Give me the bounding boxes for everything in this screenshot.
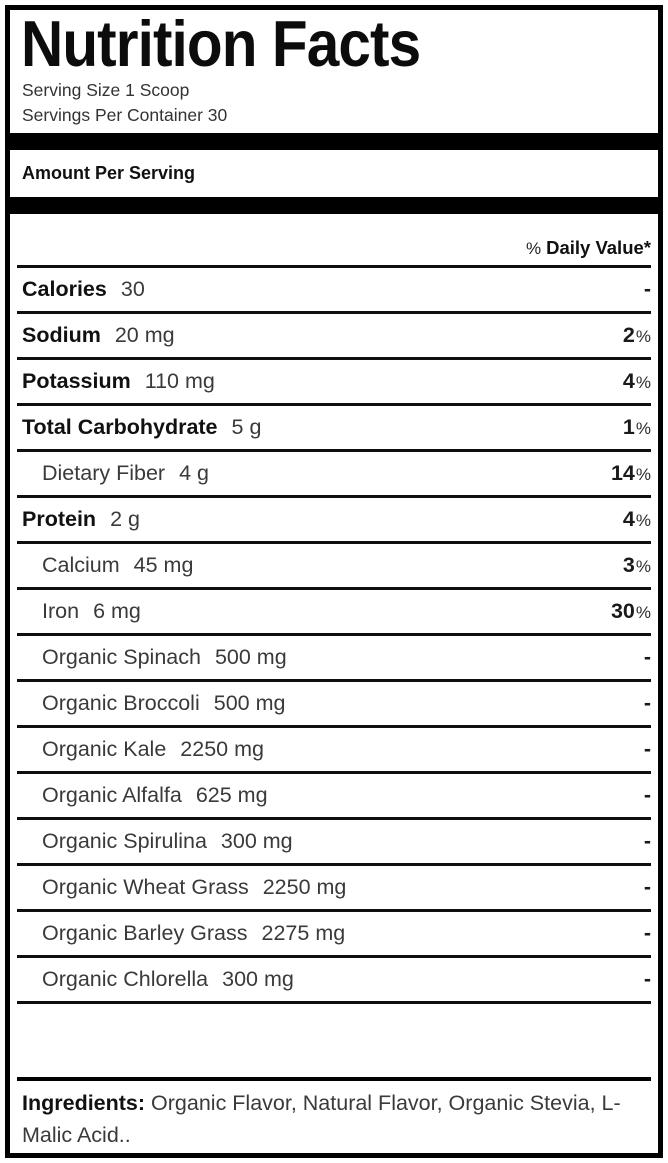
nutrient-amount: 20 mg (114, 323, 175, 347)
daily-value-number: 30 (610, 599, 635, 623)
divider-bar-thick-top (10, 133, 658, 150)
nutrient-amount: 625 mg (195, 783, 268, 807)
daily-value-percent-sign: % (635, 419, 651, 438)
daily-value (623, 415, 651, 440)
nutrient-name: Organic Spinach (42, 645, 201, 669)
nutrient-amount: 45 mg (133, 553, 194, 577)
daily-value-header (17, 214, 651, 268)
daily-value-number: - (643, 921, 651, 945)
daily-value (611, 461, 651, 486)
table-row (17, 314, 651, 360)
nutrient-name: Organic Wheat Grass (42, 875, 249, 899)
nutrient-name: Calcium (42, 553, 120, 577)
nutrient-name: Organic Chlorella (42, 967, 209, 991)
daily-value-number: - (643, 829, 651, 853)
daily-value-percent-sign: % (635, 465, 651, 484)
blank-spacer (10, 1004, 658, 1077)
nutrient-name: Calories (22, 277, 107, 301)
table-row (17, 820, 651, 866)
daily-value-number: - (643, 737, 651, 761)
nutrient-name: Total Carbohydrate (22, 415, 218, 439)
nutrient-amount: 4 g (179, 461, 209, 485)
ingredients-text: Organic Flavor, Natural Flavor, Organic Stevia, L-Malic Acid.. (22, 1091, 621, 1147)
nutrient-amount: 2250 mg (180, 737, 264, 761)
daily-value (623, 369, 651, 394)
nutrient-amount: 110 mg (144, 369, 215, 393)
daily-value (623, 323, 651, 348)
nutrient-name: Dietary Fiber (42, 461, 166, 485)
daily-value (623, 553, 651, 578)
nutrient-amount: 300 mg (222, 967, 294, 991)
table-row (17, 912, 651, 958)
daily-value-number: 1 (622, 415, 635, 439)
daily-value (644, 691, 651, 716)
nutrient-name: Protein (22, 507, 97, 531)
nutrition-facts-label (5, 5, 663, 1158)
daily-value-number: - (643, 691, 651, 715)
nutrient-amount: 500 mg (214, 645, 287, 669)
nutrient-amount: 30 (120, 277, 145, 301)
daily-value-percent-sign: % (635, 327, 651, 346)
daily-value-number: 3 (622, 553, 635, 577)
daily-value (623, 507, 651, 532)
nutrient-amount: 500 mg (213, 691, 286, 715)
table-row (17, 360, 651, 406)
nutrients-table (10, 268, 658, 1004)
nutrient-name: Iron (42, 599, 80, 623)
nutrient-name: Organic Alfalfa (42, 783, 182, 807)
nutrient-name: Sodium (22, 323, 101, 347)
daily-value-number: - (643, 875, 651, 899)
daily-value (644, 921, 651, 946)
nutrition-facts-title (21, 7, 658, 80)
divider-bar-thick-bottom (10, 197, 658, 214)
daily-value-percent-sign-header: % (525, 239, 542, 258)
nutrient-name: Organic Spirulina (42, 829, 207, 853)
table-row (17, 866, 651, 912)
daily-value (644, 829, 651, 854)
daily-value-number: - (643, 277, 651, 301)
daily-value-percent-sign: % (635, 373, 651, 392)
nutrient-amount: 2275 mg (261, 921, 346, 945)
nutrient-name: Potassium (22, 369, 131, 393)
nutrient-name: Organic Kale (42, 737, 167, 761)
daily-value-number: 4 (622, 507, 635, 531)
table-row (17, 958, 651, 1004)
daily-value (611, 599, 651, 624)
daily-value-percent-sign: % (635, 511, 651, 530)
table-row (17, 498, 651, 544)
table-row (17, 268, 651, 314)
daily-value-header-label: Daily Value* (546, 237, 651, 258)
daily-value-number: - (643, 645, 651, 669)
nutrient-amount: 6 mg (93, 599, 141, 623)
serving-size-text: Serving Size 1 Scoop (22, 80, 190, 100)
amount-per-serving-heading: Amount Per Serving (22, 163, 196, 183)
nutrient-name: Organic Barley Grass (42, 921, 248, 945)
daily-value (644, 967, 651, 992)
table-row (17, 452, 651, 498)
nutrient-name: Organic Broccoli (42, 691, 200, 715)
table-row (17, 728, 651, 774)
nutrition-facts-title-text: Nutrition Facts (21, 7, 421, 80)
ingredients-label: Ingredients: (22, 1091, 146, 1115)
servings-per-container-text: Servings Per Container 30 (22, 105, 228, 125)
nutrient-amount: 2 g (110, 507, 140, 531)
nutrient-amount: 300 mg (220, 829, 293, 853)
table-row (17, 636, 651, 682)
daily-value (644, 737, 651, 762)
daily-value (644, 645, 651, 670)
nutrient-amount: 5 g (231, 415, 262, 439)
daily-value-number: - (643, 967, 651, 991)
daily-value-percent-sign: % (635, 557, 651, 576)
daily-value-number: 2 (622, 323, 635, 347)
daily-value (644, 783, 651, 808)
table-row (17, 774, 651, 820)
nutrient-amount: 2250 mg (262, 875, 347, 899)
table-row (17, 406, 651, 452)
daily-value-number: - (643, 783, 651, 807)
table-row (17, 544, 651, 590)
daily-value (644, 277, 651, 302)
table-row (17, 590, 651, 636)
daily-value-number: 4 (622, 369, 635, 393)
daily-value (644, 875, 651, 900)
daily-value-percent-sign: % (635, 603, 651, 622)
table-row (17, 682, 651, 728)
ingredients-section (17, 1077, 651, 1151)
daily-value-number: 14 (610, 461, 635, 485)
